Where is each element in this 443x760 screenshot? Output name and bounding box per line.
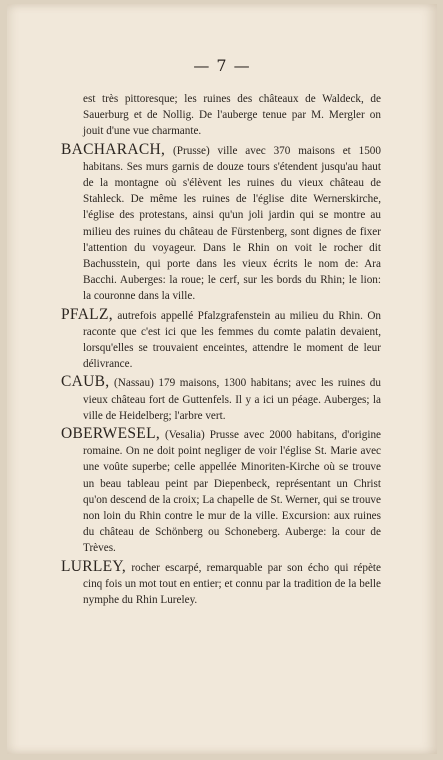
entry-text: autrefois appellé Pfalzgrafenstein au milieu du Rhin. On raconte que c'est ici que les femmes du comte palatin devaient, lorsqu'elles se trouvaient enceintes, attendre le moment de leur délivrance. — [83, 309, 382, 371]
entry-oberwesel — [61, 426, 381, 557]
entry-place-name: CAUB, — [61, 373, 110, 391]
entry-lurley — [61, 559, 381, 609]
entry-place-name: BACHARACH, — [61, 140, 166, 158]
page-body — [61, 91, 381, 610]
entry-place-name: OBERWESEL, — [61, 425, 161, 443]
entry-pfalz — [61, 307, 381, 373]
entry-text: (Nassau) 179 maisons, 1300 habitans; avec les ruines du vieux château fort de Guttenfels. Il y a ici un péage. Auberges; la ville de Heidelberg; l'arbre vert. — [83, 377, 381, 422]
page-number-header: — 7 — — [193, 56, 251, 75]
entry-place-name: PFALZ, — [61, 305, 113, 323]
book-page — [7, 4, 437, 754]
entry-text: (Prusse) ville avec 370 maisons et 1500 habitans. Ses murs garnis de douze tours s'étendent jusqu'au haut de la montagne où s'élèvent les ruines du vieux château de Stahleck. De même les ruines de l'église dite Wernerskirche, l'église des protestans, ainsi qu'un joli jardin qui se montre au milieu des ruines du château de Fürstenberg, sont dignes de fixer l'attention du voyageur. Dans le Rhin on voit le rocher dit Bachusstein, qui porte dans les vieux écrits le nom de: Ara Bacchi. Auberges: la roue; le cerf, sur les bords du Rhin; le lion: la couronne dans la ville. — [83, 144, 381, 303]
entry-text: rocher escarpé, remarquable par son écho qui répète cinq fois un mot tout en entier; et connu par la tradition de la belle nymphe du Rhin Lureley. — [83, 561, 382, 607]
entry-bacharach — [61, 142, 381, 305]
entry-continuation — [61, 91, 381, 140]
entry-text: (Vesalia) Prusse avec 2000 habitans, d'origine romaine. On ne doit point negliger de voir l'église St. Marie avec une voûte superbe; celle appellée Minoriten-Kirche où se trouve un beau tableau peint par Diepenbeck, représentant un Christ qu'on descend de la croix; La chapelle de St. Werner, qui se trouve non loin du Rhin contre le mur de la ville. Excursion: aux ruines du château de Schönberg ou Schoneberg. Auberge: la cour de Trèves. — [83, 429, 382, 555]
entry-caub — [61, 374, 381, 424]
entry-text: est très pittoresque; les ruines des châteaux de Waldeck, de Sauerburg et de Nollig. De l'auberge tenue par M. Mergler on jouit d'une vue charmante. — [83, 93, 381, 138]
entry-place-name: LURLEY, — [61, 557, 127, 575]
